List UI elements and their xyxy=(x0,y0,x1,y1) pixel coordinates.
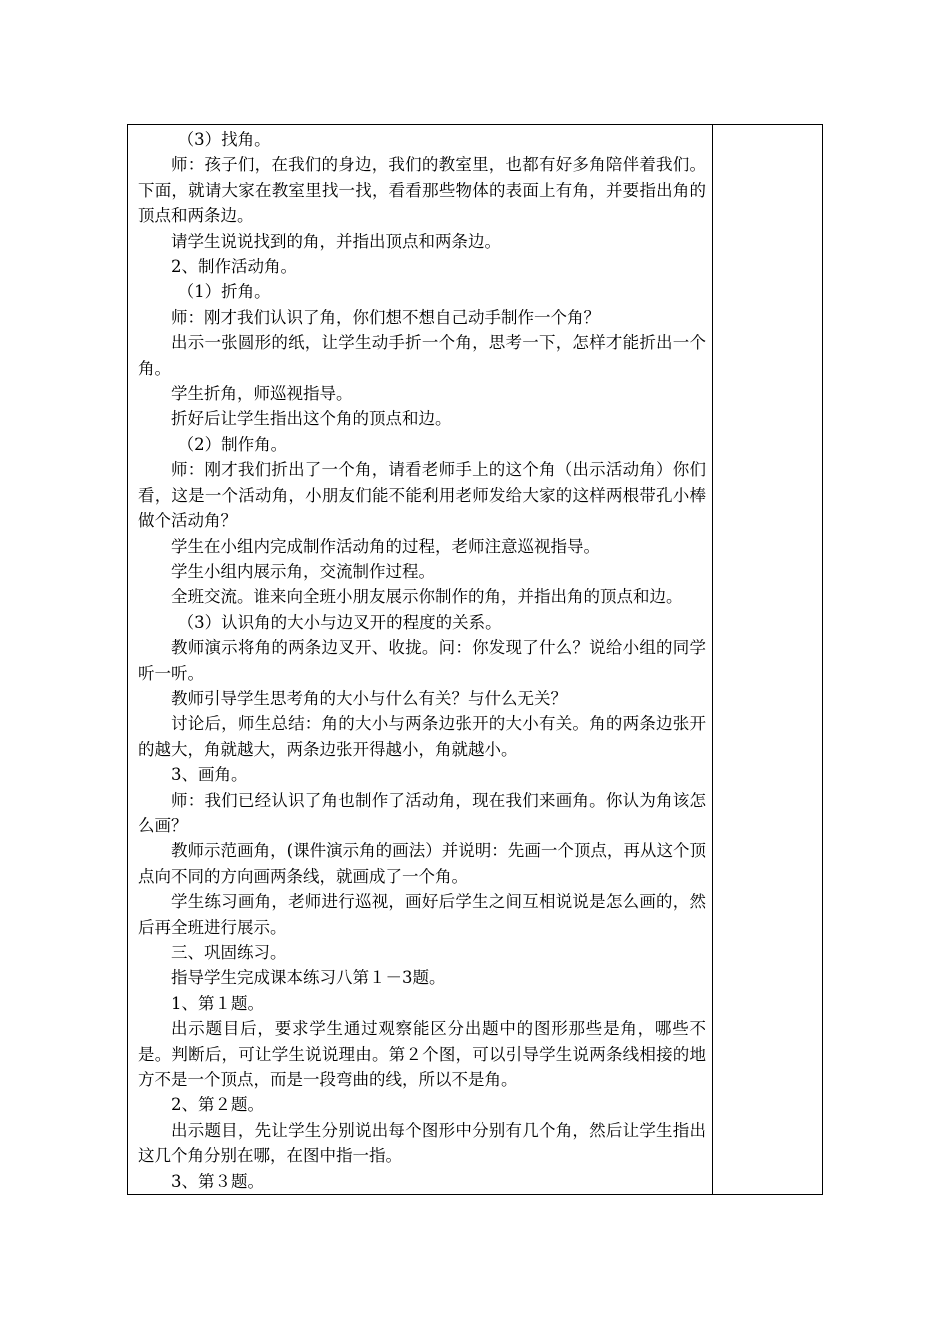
lesson-paragraph: （1）折角。 xyxy=(177,282,271,302)
lesson-paragraph: 3、第３题。 xyxy=(171,1171,264,1191)
lesson-paragraph: （3）认识角的大小与边叉开的程度的关系。 xyxy=(177,612,502,632)
lesson-paragraph: 师：孩子们，在我们的身边，我们的教室里，也都有好多角陪伴着我们。下面，就请大家在教室里找一找，看看那些物体的表面上有角，并要指出角的顶点和两条边。 xyxy=(138,155,706,226)
lesson-paragraph: 教师引导学生思考角的大小与什么有关？与什么无关？ xyxy=(171,688,567,708)
lesson-paragraph: 三、巩固练习。 xyxy=(171,943,287,962)
notes-cell xyxy=(713,125,822,1194)
lesson-paragraph: 师：刚才我们折出了一个角，请看老师手上的这个角（出示活动角）你们看，这是一个活动角，小朋友们能不能利用老师发给大家的这样两根带孔小棒做个活动角？ xyxy=(138,460,706,531)
lesson-paragraph: 折好后让学生指出这个角的顶点和边。 xyxy=(171,409,452,429)
lesson-paragraph: 师：我们已经认识了角也制作了活动角，现在我们来画角。你认为角该怎么画？ xyxy=(138,790,706,835)
lesson-paragraph: 2、制作活动角。 xyxy=(171,257,297,277)
lesson-paragraph: （2）制作角。 xyxy=(177,434,288,454)
lesson-paragraph: 出示题目，先让学生分别说出每个图形中分别有几个角，然后让学生指出这几个角分别在哪，在图中指一指。 xyxy=(138,1120,706,1166)
lesson-paragraph: 讨论后，师生总结：角的大小与两条边张开的大小有关。角的两条边张开的越大，角就越大，两条边张开得越小，角就越小。 xyxy=(138,714,706,759)
lesson-table xyxy=(127,124,823,1195)
lesson-paragraph: 指导学生完成课本练习八第１－3题。 xyxy=(171,968,446,988)
lesson-paragraph: 3、画角。 xyxy=(171,765,248,785)
lesson-paragraph: 1、第１题。 xyxy=(171,993,264,1013)
lesson-paragraph: 学生在小组内完成制作活动角的过程，老师注意巡视指导。 xyxy=(171,536,600,556)
lesson-paragraph: 全班交流。谁来向全班小朋友展示你制作的角，并指出角的顶点和边。 xyxy=(171,587,683,607)
lesson-paragraph: 学生折角，师巡视指导。 xyxy=(171,384,353,404)
lesson-content-cell xyxy=(128,125,713,1194)
lesson-paragraph: 教师示范画角，(课件演示角的画法）并说明：先画一个顶点，再从这个顶点向不同的方向画两条线，就画成了一个角。 xyxy=(138,841,706,886)
lesson-paragraph: 出示题目后，要求学生通过观察能区分出题中的图形那些是角，哪些不是。判断后，可让学生说说理由。第２个图，可以引导学生说两条线相接的地方不是一个顶点，而是一段弯曲的线，所以不是角。 xyxy=(138,1019,706,1090)
lesson-paragraph: 学生练习画角，老师进行巡视，画好后学生之间互相说说是怎么画的，然后再全班进行展示。 xyxy=(138,892,706,937)
lesson-paragraph: 教师演示将角的两条边叉开、收拢。问：你发现了什么？说给小组的同学听一听。 xyxy=(138,638,706,683)
lesson-paragraph: 出示一张圆形的纸，让学生动手折一个角，思考一下，怎样才能折出一个角。 xyxy=(138,333,706,378)
lesson-paragraph: 请学生说说找到的角，并指出顶点和两条边。 xyxy=(171,231,501,251)
lesson-paragraph: 2、第２题。 xyxy=(171,1095,264,1115)
lesson-paragraph: 师：刚才我们认识了角，你们想不想自己动手制作一个角？ xyxy=(171,307,600,327)
lesson-paragraph: （3）找角。 xyxy=(177,130,271,149)
lesson-paragraph: 学生小组内展示角，交流制作过程。 xyxy=(171,561,435,581)
